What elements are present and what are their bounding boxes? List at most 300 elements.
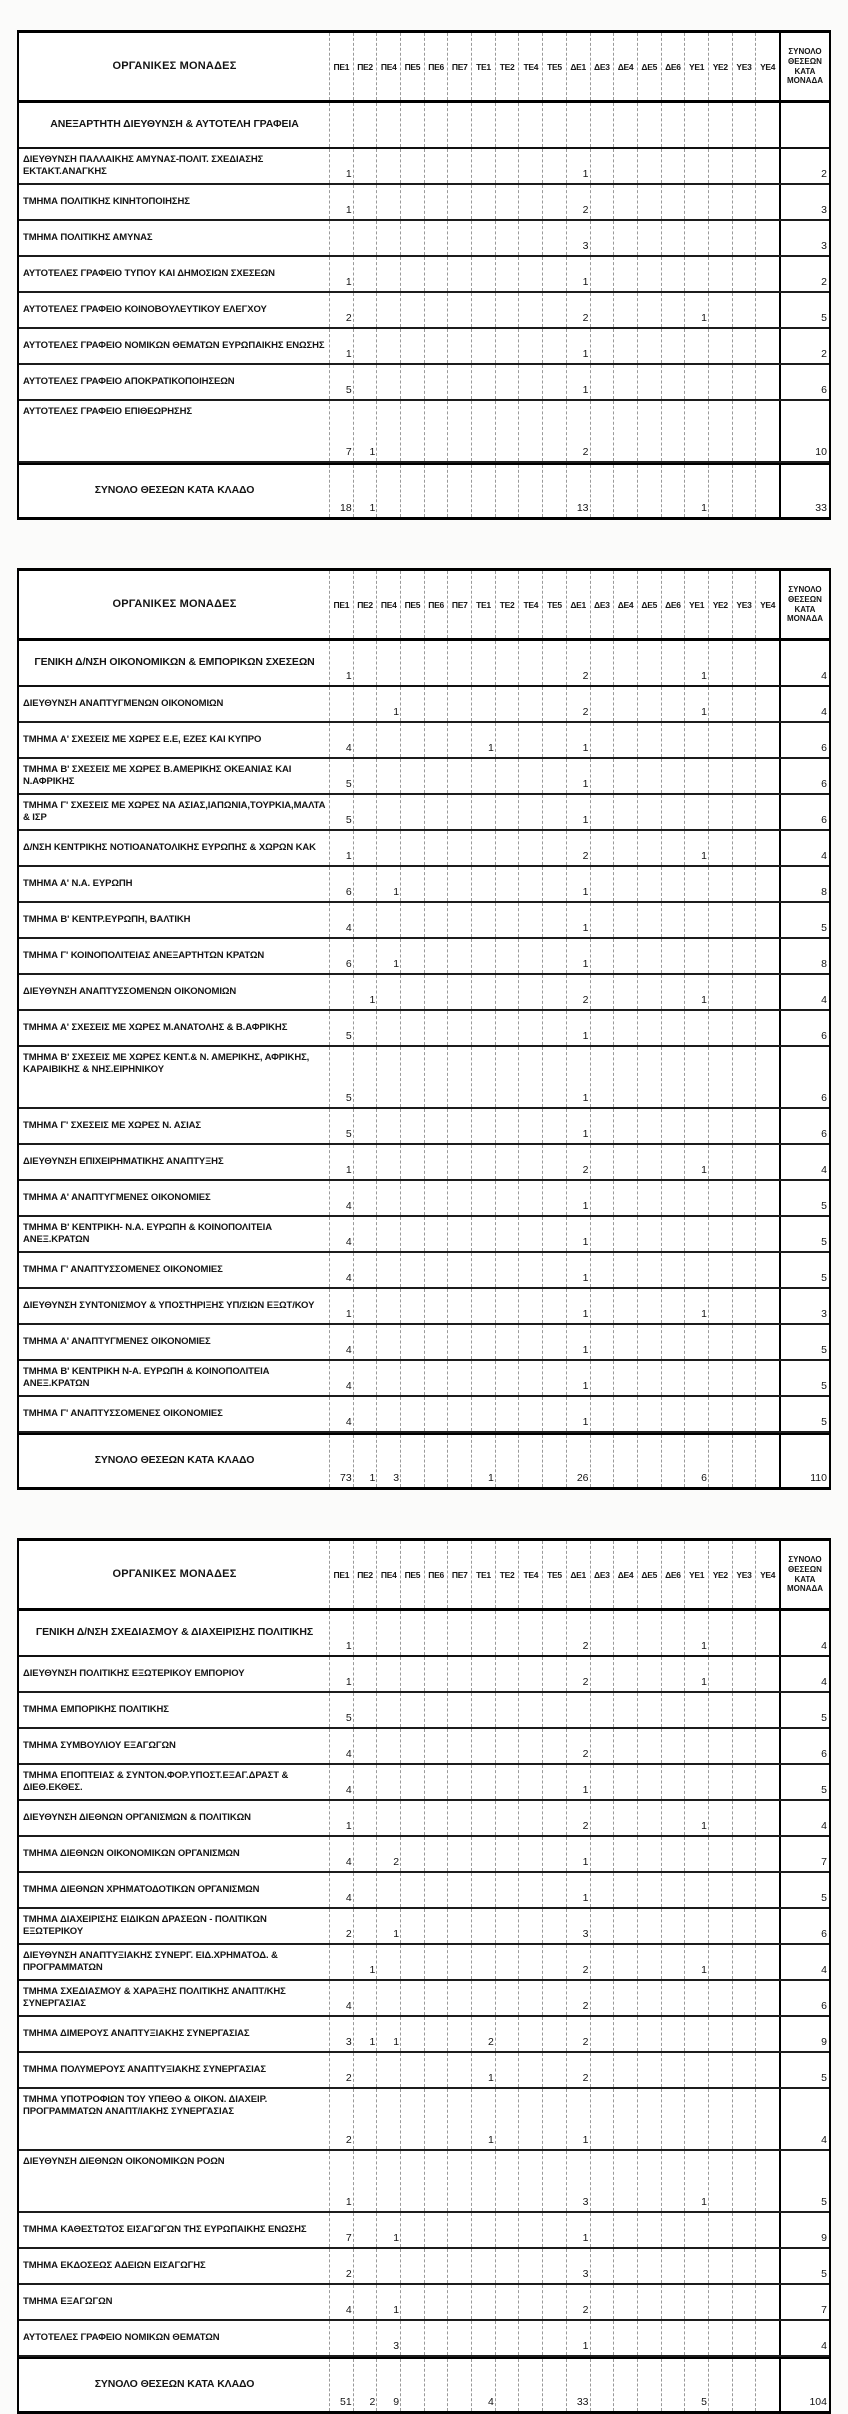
count-cell	[637, 1873, 661, 1907]
count-cell	[353, 1873, 377, 1907]
count-cell	[637, 975, 661, 1009]
count-cell	[590, 641, 614, 685]
count-cell	[590, 1435, 614, 1487]
count-cell	[400, 2017, 424, 2051]
count-cell	[732, 1325, 756, 1359]
count-cell	[471, 1047, 495, 1107]
row-total-cell: 4	[779, 1945, 829, 1979]
count-cell	[376, 795, 400, 829]
column-header: ΔΕ4	[613, 33, 637, 100]
count-cell	[613, 2089, 637, 2149]
count-cell	[637, 1253, 661, 1287]
count-cell	[637, 2321, 661, 2355]
count-cell	[447, 867, 471, 901]
count-cell	[637, 939, 661, 973]
count-cell	[518, 1657, 542, 1691]
count-cell	[353, 1217, 377, 1251]
count-cell	[353, 687, 377, 721]
count-cell	[495, 221, 519, 255]
count-cell	[353, 723, 377, 757]
count-cell	[376, 1047, 400, 1107]
count-cell	[732, 1657, 756, 1691]
count-cell	[755, 939, 779, 973]
count-cell	[755, 1289, 779, 1323]
count-cell	[755, 2249, 779, 2283]
column-header: ΠΕ7	[447, 1541, 471, 1608]
count-cell	[329, 2321, 353, 2355]
row-total-cell: 6	[779, 365, 829, 399]
count-cell	[400, 1289, 424, 1323]
count-cell	[661, 1145, 685, 1179]
row-total-cell: 3	[779, 1289, 829, 1323]
table-row	[19, 1253, 829, 1289]
count-cell	[637, 1361, 661, 1395]
count-cell: 1	[566, 2213, 590, 2247]
count-cell	[590, 2285, 614, 2319]
unit-name-cell: ΤΜΗΜΑ Α' ΑΝΑΠΤΥΓΜΕΝΕΣ ΟΙΚΟΝΟΜΙΕΣ	[23, 1336, 211, 1348]
count-cell	[447, 293, 471, 327]
count-cell	[447, 903, 471, 937]
table-header-row	[19, 571, 829, 641]
count-cell	[708, 1047, 732, 1107]
count-cell	[495, 1801, 519, 1835]
count-cell	[637, 867, 661, 901]
table-row	[19, 831, 829, 867]
count-cell	[732, 103, 756, 147]
count-cell	[447, 1011, 471, 1045]
count-cell	[329, 103, 353, 147]
count-cell: 51	[329, 2359, 353, 2411]
count-cell: 2	[566, 1801, 590, 1835]
count-cell	[590, 1801, 614, 1835]
column-header: ΠΕ2	[353, 33, 377, 100]
count-cell	[447, 2151, 471, 2211]
count-cell	[400, 831, 424, 865]
table-row	[19, 1109, 829, 1145]
org-units-header: ΟΡΓΑΝΙΚΕΣ ΜΟΝΑΔΕΣ	[112, 59, 237, 72]
column-header: ΤΕ1	[471, 33, 495, 100]
count-cell	[566, 1693, 590, 1727]
count-cell	[732, 185, 756, 219]
count-cell: 1	[471, 2089, 495, 2149]
unit-name-cell: ΣΥΝΟΛΟ ΘΕΣΕΩΝ ΚΑΤΑ ΚΛΑΔΟ	[94, 2378, 255, 2391]
count-cell	[400, 723, 424, 757]
count-cell	[637, 1397, 661, 1431]
table-row	[19, 1289, 829, 1325]
count-cell	[542, 401, 566, 461]
count-cell	[613, 221, 637, 255]
count-cell	[518, 149, 542, 183]
count-cell	[732, 2053, 756, 2087]
count-cell	[518, 185, 542, 219]
count-cell: 7	[329, 2213, 353, 2247]
count-cell	[755, 867, 779, 901]
count-cell	[732, 1011, 756, 1045]
count-cell: 3	[329, 2017, 353, 2051]
count-cell	[661, 1217, 685, 1251]
count-cell	[613, 687, 637, 721]
row-total-cell: 10	[779, 401, 829, 461]
count-cell	[471, 1873, 495, 1907]
count-cell	[613, 939, 637, 973]
count-cell	[661, 465, 685, 517]
count-cell	[495, 1837, 519, 1871]
count-cell	[637, 1765, 661, 1799]
count-cell	[590, 1611, 614, 1655]
count-cell	[376, 221, 400, 255]
count-cell	[447, 641, 471, 685]
count-cell: 1	[353, 465, 377, 517]
column-header: ΠΕ2	[353, 1541, 377, 1608]
count-cell	[495, 795, 519, 829]
count-cell	[661, 2285, 685, 2319]
column-header: ΠΕ6	[424, 571, 448, 638]
column-header: ΠΕ5	[400, 1541, 424, 1608]
count-cell	[376, 1109, 400, 1143]
count-cell	[447, 1047, 471, 1107]
count-cell	[708, 2053, 732, 2087]
count-cell	[684, 185, 708, 219]
count-cell	[590, 2151, 614, 2211]
unit-name-cell: ΓΕΝΙΚΗ Δ/ΝΣΗ ΣΧΕΔΙΑΣΜΟΥ & ΔΙΑΧΕΙΡΙΣΗΣ ΠΟΛΙΤΙΚΗΣ	[35, 1626, 314, 1639]
count-cell	[637, 2285, 661, 2319]
count-cell	[376, 723, 400, 757]
column-header: ΠΕ6	[424, 33, 448, 100]
unit-name-cell: ΑΥΤΟΤΕΛΕΣ ΓΡΑΦΕΙΟ ΕΠΙΘΕΩΡΗΣΗΣ	[23, 406, 192, 417]
count-cell	[732, 1729, 756, 1763]
count-cell	[661, 1873, 685, 1907]
count-cell	[424, 1693, 448, 1727]
count-cell	[495, 1289, 519, 1323]
count-cell	[637, 1435, 661, 1487]
count-cell	[637, 795, 661, 829]
count-cell: 1	[329, 831, 353, 865]
unit-name-cell: ΤΜΗΜΑ ΕΚΔΟΣΕΩΣ ΑΔΕΙΩΝ ΕΙΣΑΓΩΓΗΣ	[23, 2260, 206, 2272]
count-cell	[661, 1801, 685, 1835]
count-cell	[684, 1909, 708, 1943]
table-row	[19, 221, 829, 257]
row-total-cell: 8	[779, 867, 829, 901]
count-cell	[732, 641, 756, 685]
count-cell	[447, 723, 471, 757]
count-cell	[353, 185, 377, 219]
table-row	[19, 1047, 829, 1109]
count-cell	[661, 221, 685, 255]
count-cell	[708, 103, 732, 147]
count-cell	[495, 1361, 519, 1395]
count-cell	[518, 1145, 542, 1179]
count-cell	[353, 2249, 377, 2283]
count-cell	[471, 149, 495, 183]
count-cell	[661, 1945, 685, 1979]
count-cell	[755, 2213, 779, 2247]
count-cell	[518, 1945, 542, 1979]
count-cell	[661, 257, 685, 291]
count-cell: 2	[329, 2249, 353, 2283]
table-row	[19, 687, 829, 723]
count-cell	[447, 221, 471, 255]
count-cell	[495, 2285, 519, 2319]
count-cell	[424, 1397, 448, 1431]
count-cell	[518, 1011, 542, 1045]
count-cell	[613, 2151, 637, 2211]
count-cell	[708, 1217, 732, 1251]
count-cell	[353, 1981, 377, 2015]
count-cell	[542, 465, 566, 517]
column-header: ΔΕ6	[661, 33, 685, 100]
count-cell: 6	[684, 1435, 708, 1487]
count-cell	[684, 365, 708, 399]
table-row	[19, 975, 829, 1011]
table-row	[19, 1361, 829, 1397]
count-cell	[708, 1801, 732, 1835]
count-cell	[471, 975, 495, 1009]
count-cell	[447, 1765, 471, 1799]
count-cell	[684, 867, 708, 901]
table-row	[19, 149, 829, 185]
count-cell	[424, 939, 448, 973]
count-cell	[684, 1729, 708, 1763]
count-cell: 5	[684, 2359, 708, 2411]
count-cell: 1	[566, 759, 590, 793]
count-cell: 2	[376, 1837, 400, 1871]
count-cell	[353, 1047, 377, 1107]
column-header: ΔΕ1	[566, 571, 590, 638]
count-cell	[661, 1693, 685, 1727]
count-cell	[732, 221, 756, 255]
count-cell	[400, 903, 424, 937]
count-cell	[755, 1873, 779, 1907]
count-cell	[755, 2089, 779, 2149]
unit-name-cell: ΤΜΗΜΑ ΠΟΛΙΤΙΚΗΣ ΑΜΥΝΑΣ	[23, 232, 153, 244]
column-header: ΠΕ1	[329, 571, 353, 638]
count-cell	[755, 1837, 779, 1871]
count-cell: 1	[566, 903, 590, 937]
count-cell	[471, 2249, 495, 2283]
count-cell	[590, 329, 614, 363]
count-cell	[400, 1765, 424, 1799]
unit-name-cell: ΤΜΗΜΑ ΔΙΑΧΕΙΡΙΣΗΣ ΕΙΔΙΚΩΝ ΔΡΑΣΕΩΝ - ΠΟΛΙΤΙΚΩΝ ΕΞΩΤΕΡΙΚΟΥ	[23, 1914, 267, 1937]
count-cell	[661, 1981, 685, 2015]
count-cell	[755, 293, 779, 327]
count-cell	[353, 1145, 377, 1179]
count-cell	[495, 641, 519, 685]
count-cell: 7	[329, 401, 353, 461]
count-cell	[566, 103, 590, 147]
count-cell	[376, 831, 400, 865]
count-cell	[353, 1325, 377, 1359]
count-cell	[637, 1217, 661, 1251]
count-cell	[471, 867, 495, 901]
count-cell	[613, 1289, 637, 1323]
count-cell	[590, 1181, 614, 1215]
count-cell	[471, 293, 495, 327]
count-cell: 1	[684, 1611, 708, 1655]
count-cell	[400, 329, 424, 363]
count-cell	[590, 221, 614, 255]
count-cell	[613, 723, 637, 757]
column-header: ΥΕ2	[708, 1541, 732, 1608]
count-cell: 73	[329, 1435, 353, 1487]
count-cell	[732, 293, 756, 327]
column-header: ΔΕ5	[637, 33, 661, 100]
count-cell	[661, 641, 685, 685]
count-cell	[542, 1217, 566, 1251]
count-cell	[613, 867, 637, 901]
count-cell	[613, 1729, 637, 1763]
count-cell	[637, 723, 661, 757]
count-cell: 4	[329, 723, 353, 757]
count-cell	[732, 831, 756, 865]
count-cell	[424, 2151, 448, 2211]
count-cell	[590, 1289, 614, 1323]
count-cell	[542, 1435, 566, 1487]
count-cell	[542, 1397, 566, 1431]
count-cell	[518, 2089, 542, 2149]
count-cell: 1	[376, 687, 400, 721]
count-cell	[684, 1873, 708, 1907]
count-cell	[755, 1217, 779, 1251]
count-cell	[755, 903, 779, 937]
unit-name-cell: ΤΜΗΜΑ Α' Ν.Α. ΕΥΡΩΠΗ	[23, 878, 133, 890]
row-total-cell: 5	[779, 1765, 829, 1799]
count-cell	[684, 1181, 708, 1215]
count-cell: 1	[329, 149, 353, 183]
count-cell	[613, 185, 637, 219]
count-cell	[684, 795, 708, 829]
count-cell	[424, 1611, 448, 1655]
count-cell	[542, 1047, 566, 1107]
count-cell: 2	[566, 641, 590, 685]
count-cell	[353, 257, 377, 291]
count-cell	[613, 103, 637, 147]
count-cell	[471, 831, 495, 865]
count-cell: 1	[329, 185, 353, 219]
count-cell	[661, 1325, 685, 1359]
count-cell	[755, 831, 779, 865]
count-cell	[376, 1693, 400, 1727]
count-cell	[542, 641, 566, 685]
count-cell	[661, 975, 685, 1009]
count-cell: 1	[566, 1289, 590, 1323]
count-cell	[708, 867, 732, 901]
count-cell	[353, 939, 377, 973]
section-row	[19, 641, 829, 687]
count-cell	[471, 465, 495, 517]
count-cell	[637, 1693, 661, 1727]
count-cell	[400, 795, 424, 829]
count-cell	[755, 2359, 779, 2411]
count-cell	[755, 1047, 779, 1107]
count-cell	[353, 1693, 377, 1727]
count-cell	[590, 1397, 614, 1431]
count-cell	[637, 329, 661, 363]
count-cell	[329, 975, 353, 1009]
count-cell	[353, 1611, 377, 1655]
count-cell	[495, 687, 519, 721]
count-cell	[518, 2359, 542, 2411]
count-cell	[376, 1361, 400, 1395]
count-cell: 4	[329, 1181, 353, 1215]
count-cell	[424, 1945, 448, 1979]
count-cell: 9	[376, 2359, 400, 2411]
count-cell: 2	[329, 293, 353, 327]
count-cell	[637, 2359, 661, 2411]
count-cell	[376, 1397, 400, 1431]
count-cell	[684, 759, 708, 793]
count-cell	[447, 1397, 471, 1431]
row-total-cell: 9	[779, 2213, 829, 2247]
count-cell	[755, 185, 779, 219]
table-row	[19, 759, 829, 795]
count-cell	[424, 1801, 448, 1835]
count-cell	[542, 2359, 566, 2411]
count-cell	[684, 1693, 708, 1727]
count-cell	[590, 2321, 614, 2355]
count-cell	[732, 1181, 756, 1215]
count-cell	[613, 329, 637, 363]
count-cell	[684, 2285, 708, 2319]
count-cell	[400, 1909, 424, 1943]
column-header: ΤΕ4	[518, 1541, 542, 1608]
count-cell	[613, 2249, 637, 2283]
count-cell: 3	[376, 2321, 400, 2355]
count-cell: 2	[329, 2089, 353, 2149]
count-cell	[755, 401, 779, 461]
count-cell	[495, 723, 519, 757]
totals-row	[19, 2357, 829, 2411]
count-cell: 2	[566, 1729, 590, 1763]
count-cell	[613, 1011, 637, 1045]
count-cell	[447, 2017, 471, 2051]
count-cell	[590, 1011, 614, 1045]
count-cell	[755, 975, 779, 1009]
count-cell	[661, 365, 685, 399]
count-cell	[376, 759, 400, 793]
count-cell	[518, 1801, 542, 1835]
count-cell: 13	[566, 465, 590, 517]
count-cell	[684, 257, 708, 291]
count-cell: 2	[566, 831, 590, 865]
column-header: ΔΕ1	[566, 1541, 590, 1608]
count-cell	[755, 2017, 779, 2051]
count-cell	[376, 329, 400, 363]
count-cell	[353, 1657, 377, 1691]
column-header: ΠΕ4	[376, 33, 400, 100]
count-cell	[495, 1047, 519, 1107]
column-header: ΠΕ2	[353, 571, 377, 638]
staffing-table-1	[17, 30, 831, 520]
count-cell	[637, 365, 661, 399]
column-header: ΠΕ7	[447, 571, 471, 638]
count-cell	[353, 795, 377, 829]
count-cell	[637, 2213, 661, 2247]
count-cell	[590, 185, 614, 219]
count-cell	[637, 185, 661, 219]
row-total-cell: 6	[779, 1729, 829, 1763]
count-cell	[495, 103, 519, 147]
count-cell	[447, 1253, 471, 1287]
count-cell	[471, 257, 495, 291]
table-row	[19, 1693, 829, 1729]
count-cell	[353, 2321, 377, 2355]
count-cell	[353, 1011, 377, 1045]
count-cell	[471, 1361, 495, 1395]
count-cell	[661, 1657, 685, 1691]
row-total-cell: 6	[779, 1981, 829, 2015]
unit-name-cell: ΔΙΕΥΘΥΝΣΗ ΑΝΑΠΤΥΣΣΟΜΕΝΩΝ ΟΙΚΟΝΟΜΙΩΝ	[23, 986, 237, 998]
count-cell	[684, 329, 708, 363]
